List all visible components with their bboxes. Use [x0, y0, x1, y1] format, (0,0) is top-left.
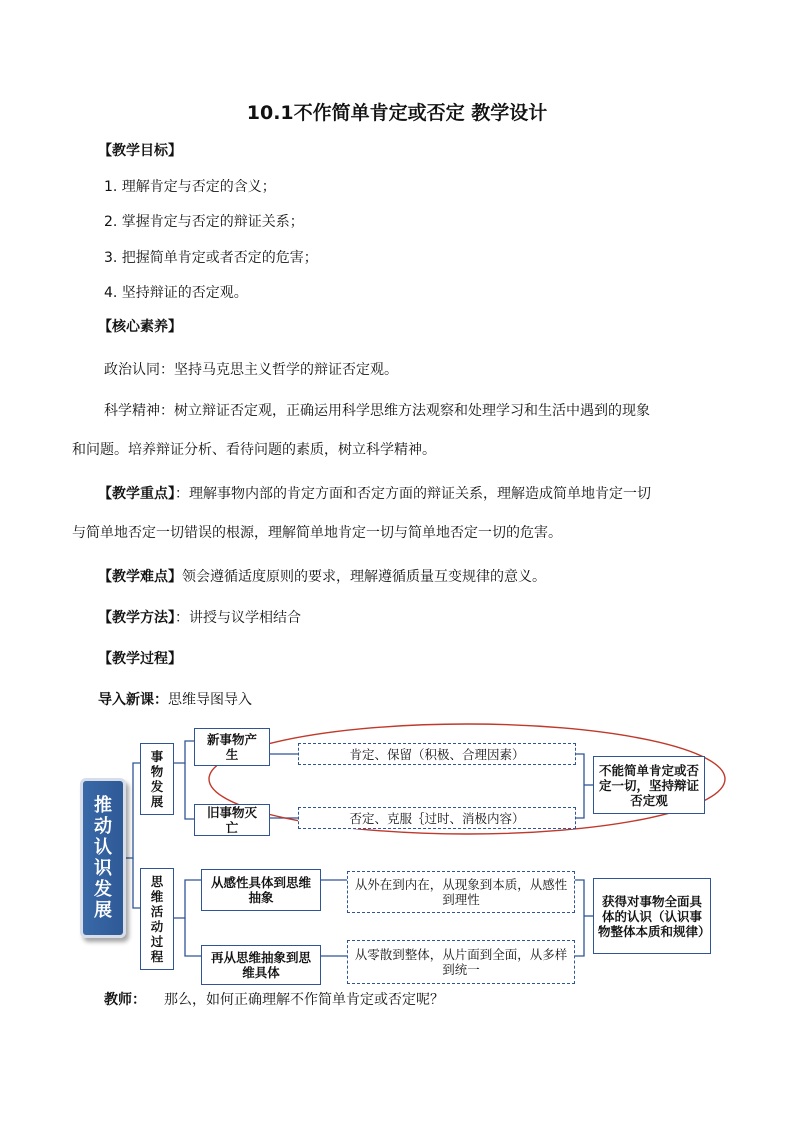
literacy-science-line2: 和问题。培养辩证分析、看待问题的素质，树立科学精神。 [72, 442, 436, 458]
branch-thinking-process: 思维活动过程 [140, 868, 174, 970]
connector [174, 880, 201, 918]
literacy-science-line1: 科学精神：树立辩证否定观，正确运用科学思维方法观察和处理学习和生活中遇到的现象 [104, 403, 650, 419]
goals-heading: 【教学目标】 [98, 143, 182, 159]
connector [185, 763, 194, 819]
mindmap-root: 推动认识发展 [80, 778, 126, 938]
teacher-text: 那么，如何正确理解不作简单肯定或否定呢？ [164, 992, 444, 1008]
intro-text: 思维导图导入 [168, 692, 252, 708]
detail-sensory-to-abstract: 从外在到内在，从现象到本质，从感性到理性 [347, 871, 575, 913]
connector [575, 880, 584, 956]
difficulty [98, 568, 546, 586]
difficulty-heading: 【教学难点】 [98, 569, 182, 585]
detail-old-thing: 否定、克服｛过时、消极内容） [298, 807, 576, 829]
method [98, 609, 301, 627]
teacher-line [104, 991, 444, 1009]
node-new-thing: 新事物产生 [194, 728, 270, 766]
connector [174, 741, 194, 763]
goal-item: 3. 把握简单肯定或者否定的危害； [104, 250, 318, 266]
key-points [98, 485, 651, 503]
goal-item: 1. 理解肯定与否定的含义； [104, 179, 276, 195]
detail-abstract-to-concrete: 从零散到整体，从片面到全面，从多样到统一 [347, 940, 575, 984]
node-sensory-to-abstract: 从感性具体到思维抽象 [201, 869, 321, 911]
method-heading: 【教学方法】 [98, 610, 175, 626]
connector [126, 763, 140, 858]
detail-new-thing: 肯定、保留（积极、合理因素） [298, 743, 576, 765]
key-heading: 【教学重点】 [98, 486, 175, 502]
intro-label: 导入新课： [98, 692, 168, 708]
goal-item: 2. 掌握肯定与否定的辩证关系； [104, 214, 304, 230]
node-old-thing: 旧事物灭亡 [194, 804, 270, 836]
difficulty-text: 领会遵循适度原则的要求，理解遵循质量互变规律的意义。 [182, 569, 546, 585]
goal-item: 4. 坚持辩证的否定观。 [104, 285, 248, 301]
process-heading: 【教学过程】 [98, 651, 182, 667]
literacy-political: 政治认同：坚持马克思主义哲学的辩证否定观。 [104, 362, 398, 378]
literacy-heading: 【核心素养】 [98, 319, 182, 335]
teacher-label: 教师： [104, 992, 146, 1008]
mind-map [75, 718, 735, 980]
result-dialectical-negation: 不能简单肯定或否定一切，坚持辩证否定观 [593, 756, 705, 814]
key-line2: 与简单地否定一切错误的根源，理解简单地肯定一切与简单地否定一切的危害。 [72, 525, 562, 541]
branch-thing-development: 事物发展 [140, 743, 174, 815]
connector [576, 754, 584, 818]
method-text: ：讲授与议学相结合 [175, 610, 301, 626]
connector [185, 918, 201, 956]
connector [133, 858, 140, 908]
page-title: 10.1不作简单肯定或否定 教学设计 [246, 102, 548, 124]
node-abstract-to-concrete: 再从思维抽象到思维具体 [201, 945, 321, 985]
intro [98, 691, 252, 709]
key-line1: ：理解事物内部的肯定方面和否定方面的辩证关系，理解造成简单地肯定一切 [175, 486, 651, 502]
result-comprehensive-knowledge: 获得对事物全面具体的认识（认识事物整体本质和规律） [593, 878, 711, 954]
